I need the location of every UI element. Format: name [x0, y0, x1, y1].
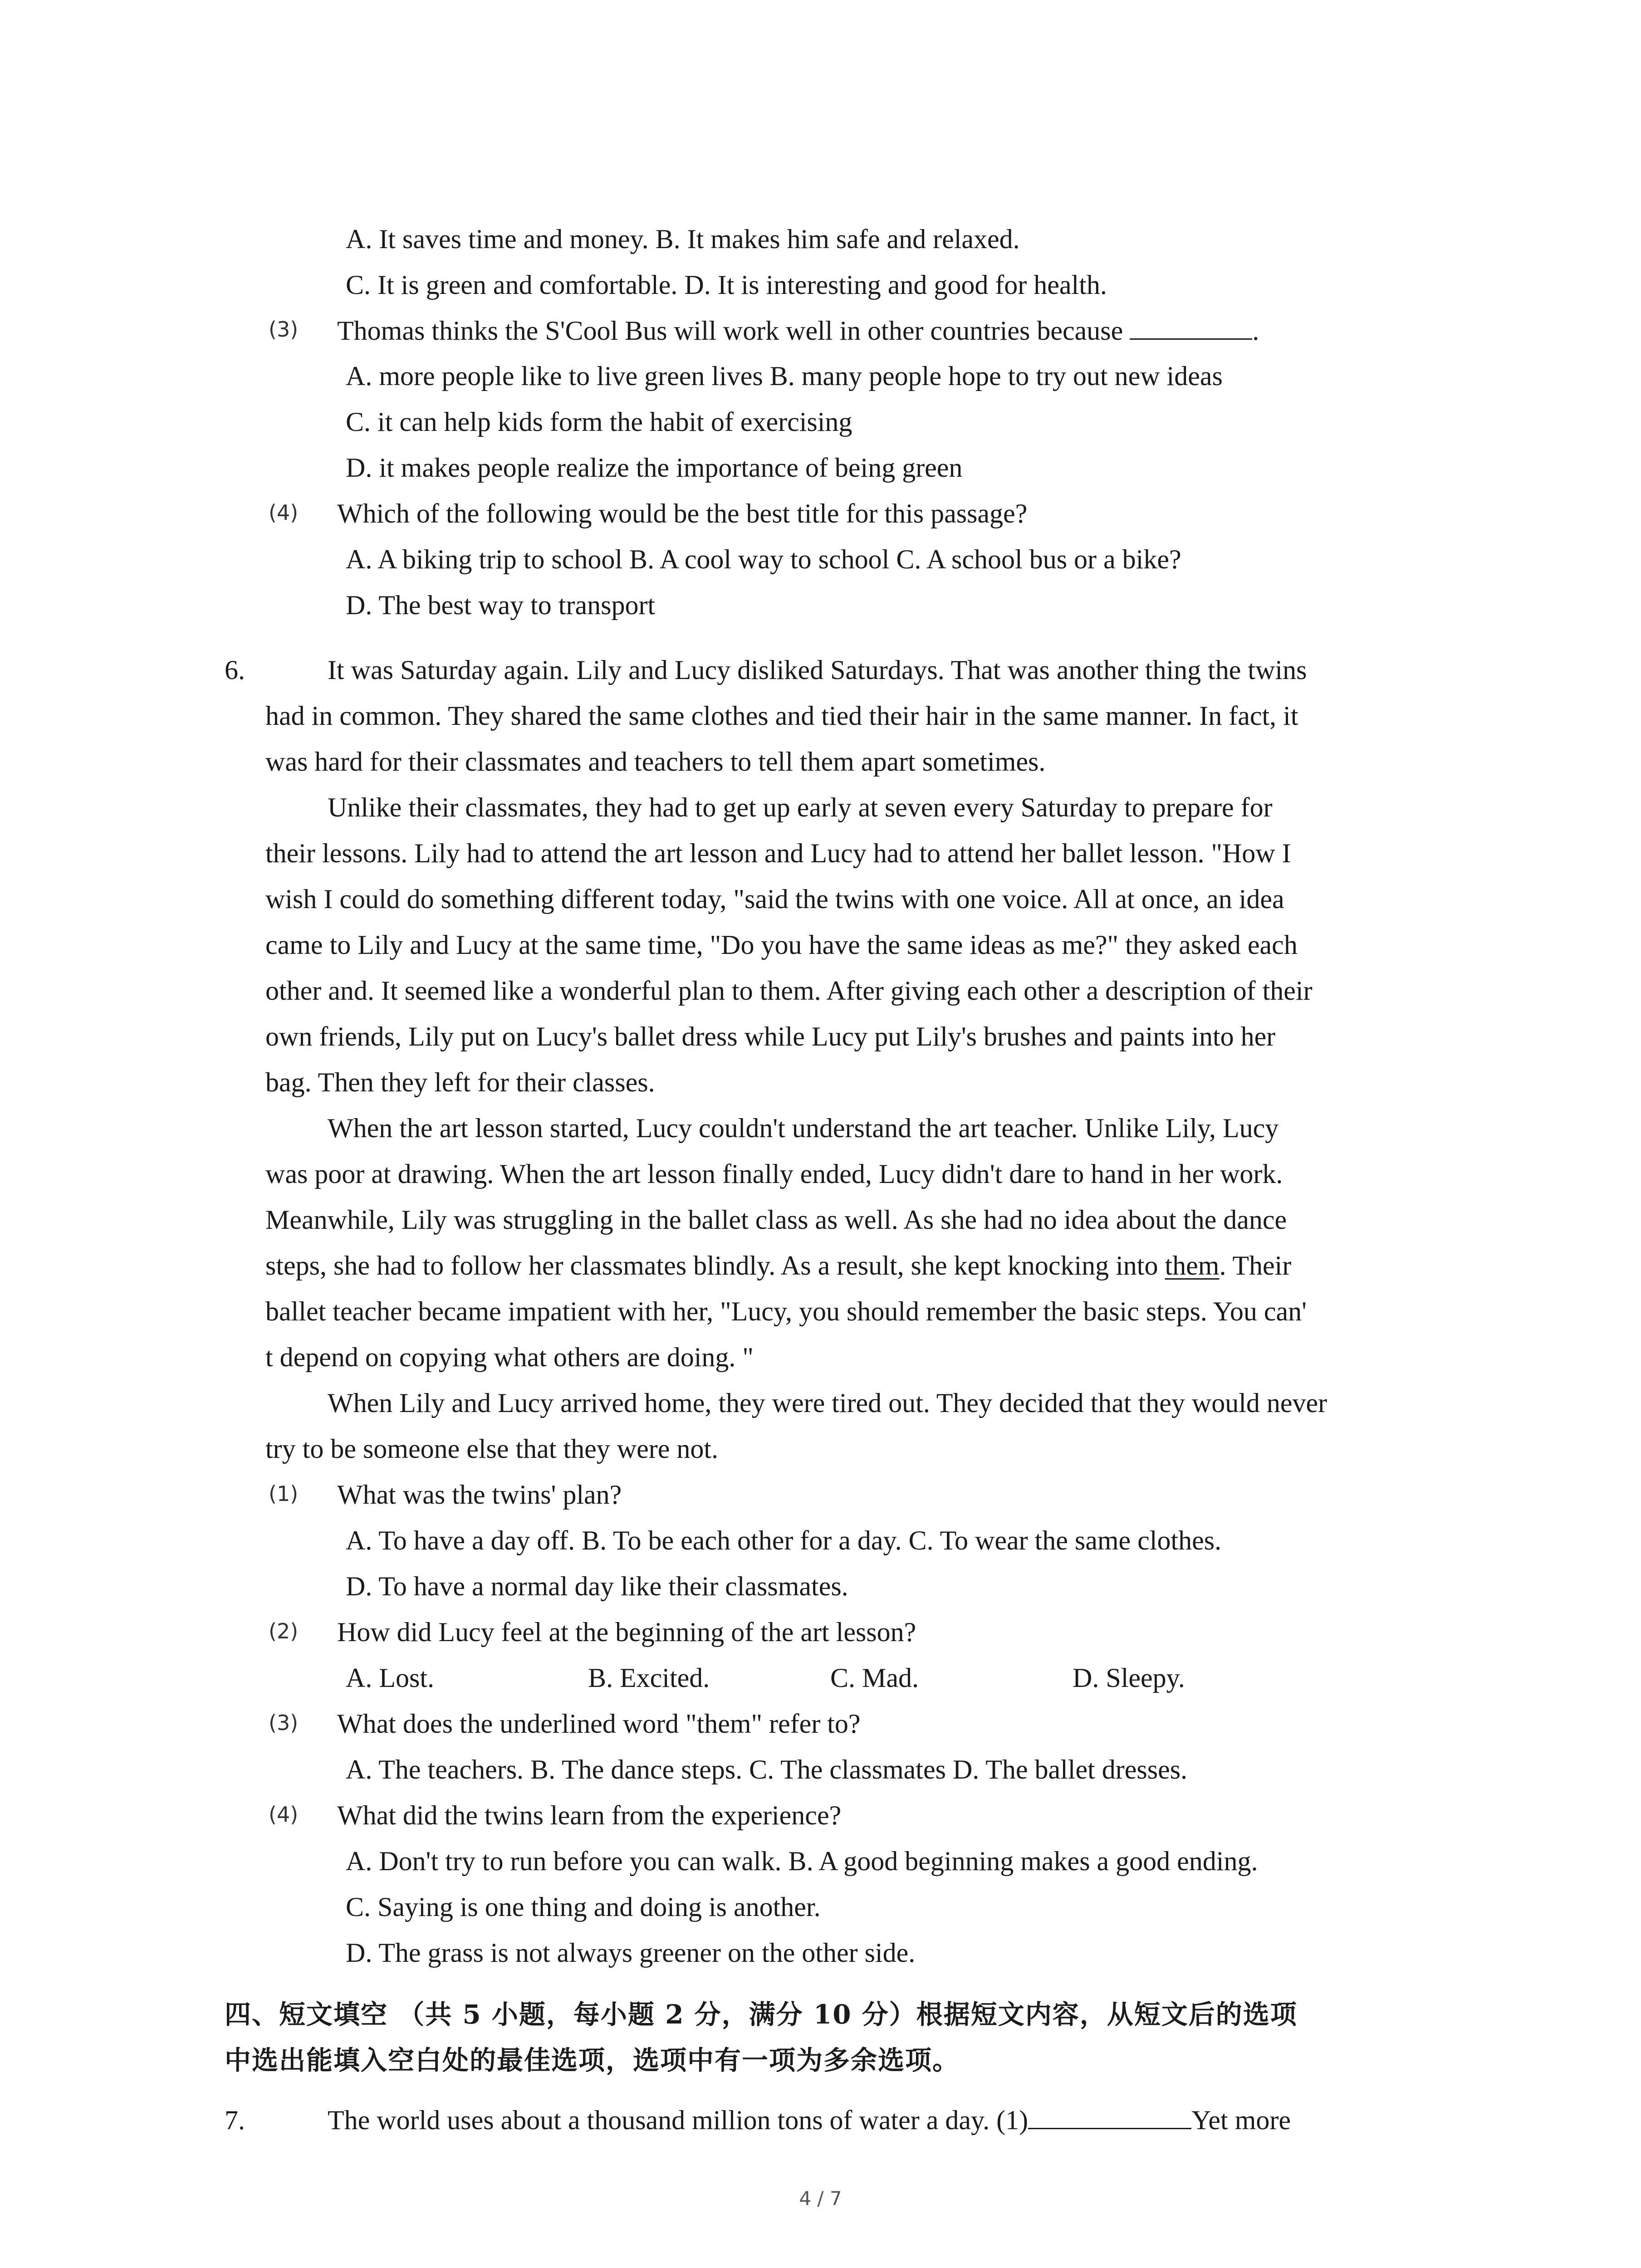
- q5-sub3-option-line: C. it can help kids form the habit of exercising: [346, 407, 852, 437]
- q6-sub2-number: (2): [269, 1619, 299, 1643]
- q7-text: Yet more: [1191, 2105, 1291, 2135]
- q6-sub2-option: D. Sleepy.: [1073, 1663, 1185, 1693]
- q6-sub1-option-line: A. To have a day off. B. To be each other for a day. C. To wear the same clothes.: [346, 1525, 1222, 1555]
- passage-line: ballet teacher became impatient with her, "Lucy, you should remember the basic steps. You can': [265, 1296, 1307, 1326]
- q5-sub3-end: .: [1252, 316, 1259, 346]
- passage-line: Meanwhile, Lily was struggling in the ballet class as well. As she had no idea about the dance: [265, 1205, 1287, 1235]
- passage-line: had in common. They shared the same clothes and tied their hair in the same manner. In fact, it: [265, 701, 1298, 731]
- answer-blank[interactable]: [1130, 318, 1252, 340]
- q6-sub2-option: C. Mad.: [830, 1663, 919, 1693]
- q6-number: 6.: [225, 655, 245, 685]
- underlined-word: them: [1165, 1251, 1220, 1281]
- q5-sub3-option-line: A. more people like to live green lives B. many people hope to try out new ideas: [346, 361, 1223, 391]
- q6-sub2-option: A. Lost.: [346, 1663, 434, 1693]
- q6-sub2-question: How did Lucy feel at the beginning of the art lesson?: [337, 1617, 916, 1647]
- section-heading: 四、短文填空 （共 5 小题，每小题 2 分，满分 10 分）根据短文内容，从短文后的选项: [225, 1999, 1298, 2030]
- q5-sub3-text: Thomas thinks the S'Cool Bus will work well in other countries because: [337, 316, 1130, 346]
- q6-sub3-number: (3): [269, 1711, 299, 1735]
- page-number: 4 / 7: [799, 2187, 842, 2209]
- q5-sub3-question: [337, 317, 1259, 344]
- passage-text: . Their: [1219, 1251, 1292, 1281]
- q6-sub2-option: B. Excited.: [588, 1663, 710, 1693]
- passage-line: try to be someone else that they were not.: [265, 1434, 719, 1464]
- passage-line: When Lily and Lucy arrived home, they were tired out. They decided that they would never: [328, 1388, 1327, 1418]
- q5-sub4-number: (4): [269, 500, 299, 525]
- answer-blank[interactable]: [1028, 2107, 1191, 2129]
- q5-sub4-option-line: A. A biking trip to school B. A cool way to school C. A school bus or a bike?: [346, 544, 1181, 574]
- q7-number: 7.: [225, 2105, 245, 2135]
- passage-line: wish I could do something different today, "said the twins with one voice. All at once, an idea: [265, 884, 1284, 914]
- q6-sub1-question: What was the twins' plan?: [337, 1480, 622, 1510]
- passage-line: Unlike their classmates, they had to get up early at seven every Saturday to prepare for: [328, 792, 1273, 822]
- q5-sub3-option-line: D. it makes people realize the importance of being green: [346, 453, 963, 483]
- section-heading: 中选出能填入空白处的最佳选项，选项中有一项为多余选项。: [225, 2045, 960, 2076]
- q5-sub4-option-line: D. The best way to transport: [346, 590, 656, 620]
- q6-sub4-option-line: D. The grass is not always greener on the other side.: [346, 1938, 916, 1968]
- passage-line: When the art lesson started, Lucy couldn't understand the art teacher. Unlike Lily, Lucy: [328, 1113, 1279, 1143]
- q6-sub1-number: (1): [269, 1481, 299, 1506]
- q6-sub1-option-line: D. To have a normal day like their classmates.: [346, 1571, 848, 1601]
- q7-text-line: [328, 2107, 1291, 2134]
- q6-sub3-option-line: A. The teachers. B. The dance steps. C. The classmates D. The ballet dresses.: [346, 1755, 1188, 1784]
- passage-line: It was Saturday again. Lily and Lucy disliked Saturdays. That was another thing the twins: [328, 655, 1307, 685]
- passage-line: bag. Then they left for their classes.: [265, 1067, 655, 1097]
- q5-option-line: C. It is green and comfortable. D. It is interesting and good for health.: [346, 270, 1107, 300]
- q5-sub4-question: Which of the following would be the best title for this passage?: [337, 499, 1028, 528]
- passage-line: came to Lily and Lucy at the same time, "Do you have the same ideas as me?" they asked each: [265, 930, 1298, 960]
- passage-line: own friends, Lily put on Lucy's ballet dress while Lucy put Lily's brushes and paints into her: [265, 1022, 1276, 1051]
- passage-line: was hard for their classmates and teachers to tell them apart sometimes.: [265, 747, 1046, 777]
- q6-sub3-question: What does the underlined word "them" refer to?: [337, 1709, 861, 1739]
- passage-line: other and. It seemed like a wonderful plan to them. After giving each other a description of their: [265, 976, 1313, 1006]
- q6-sub4-option-line: A. Don't try to run before you can walk. B. A good beginning makes a good ending.: [346, 1846, 1258, 1876]
- q6-sub4-option-line: C. Saying is one thing and doing is another.: [346, 1892, 821, 1922]
- q7-text: The world uses about a thousand million tons of water a day. (1): [328, 2105, 1029, 2135]
- passage-text: steps, she had to follow her classmates blindly. As a result, she kept knocking into: [265, 1251, 1165, 1281]
- passage-line: was poor at drawing. When the art lesson finally ended, Lucy didn't dare to hand in her work.: [265, 1159, 1283, 1189]
- passage-line: their lessons. Lily had to attend the art lesson and Lucy had to attend her ballet lesson. "How I: [265, 838, 1291, 868]
- passage-line: [265, 1252, 1291, 1279]
- q6-sub4-number: (4): [269, 1802, 299, 1827]
- q5-sub3-number: (3): [269, 317, 299, 342]
- passage-line: t depend on copying what others are doing. ": [265, 1342, 754, 1372]
- q5-option-line: A. It saves time and money. B. It makes him safe and relaxed.: [346, 224, 1020, 254]
- q6-sub4-question: What did the twins learn from the experience?: [337, 1800, 842, 1830]
